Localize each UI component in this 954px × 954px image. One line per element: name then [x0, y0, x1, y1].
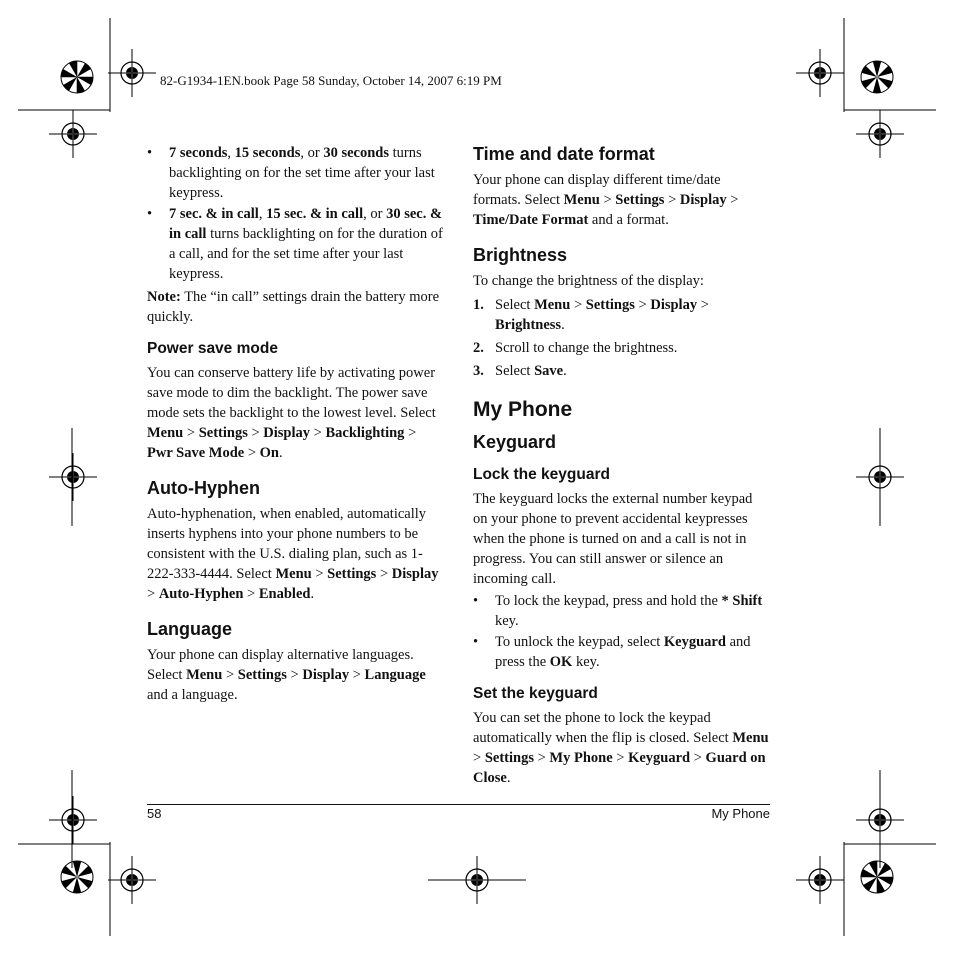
heading-set-keyguard: Set the keyguard	[473, 685, 598, 702]
separator: >	[690, 750, 706, 766]
option-30-seconds: 30 seconds	[323, 145, 389, 161]
menu-path: Display	[391, 566, 439, 582]
text: .	[563, 363, 567, 379]
separator: >	[311, 566, 328, 582]
separator: >	[247, 425, 264, 441]
option-7-seconds: 7 seconds	[169, 145, 228, 161]
registration-mark	[108, 856, 156, 904]
bullet-marker: •	[473, 634, 479, 650]
note-text: The “in call” settings drain the battery more quickly.	[147, 289, 440, 325]
heading-brightness: Brightness	[473, 245, 568, 265]
heading-lock-keyguard: Lock the keyguard	[473, 466, 610, 483]
star-target-top-right	[861, 61, 893, 93]
step-number: 1.	[473, 297, 484, 313]
menu-path: Display	[650, 297, 698, 313]
list-item	[147, 143, 443, 203]
menu-path: Settings	[484, 750, 534, 766]
print-header: 82-G1934-1EN.book Page 58 Sunday, October 14, 2007 6:19 PM	[160, 73, 502, 88]
text: Auto-hyphenation, when enabled, automatically inserts hyphens into your phone numbers to be consistent with the U.S. dialing plan, such as 1-222-333-4444. Select	[147, 506, 427, 582]
power-save-paragraph	[147, 363, 443, 463]
text: .	[278, 445, 283, 461]
bullet-marker: •	[147, 145, 153, 161]
registration-mark	[49, 453, 97, 501]
option-30-sec-in-call: 30 sec. & in call	[169, 206, 443, 242]
text: Select	[495, 297, 535, 313]
registration-mark	[856, 110, 904, 158]
menu-path: Menu	[147, 425, 184, 441]
lock-paragraph: The keyguard locks the external number keypad on your phone to prevent accidental keypresses when the phone is turned on and a call is not in progress. You can still answer or silence an incoming call.	[473, 491, 753, 587]
text: key.	[495, 613, 519, 629]
text: and press the	[495, 634, 751, 670]
menu-path: Time/Date Format	[473, 212, 589, 228]
text: To lock the keypad, press and hold the	[495, 593, 722, 609]
text: .	[506, 770, 511, 786]
heading-my-phone: My Phone	[473, 398, 573, 421]
menu-path: Display	[263, 425, 311, 441]
text: and a format.	[588, 212, 669, 228]
menu-path: Menu	[186, 667, 223, 683]
separator: >	[244, 445, 260, 461]
separator: >	[570, 297, 586, 313]
bullet-marker: •	[473, 593, 479, 609]
text: To unlock the keypad, select	[495, 634, 664, 650]
list-item	[147, 204, 443, 284]
option-7-sec-in-call: 7 sec. & in call	[169, 206, 259, 222]
note	[147, 287, 443, 327]
text: Select	[495, 363, 535, 379]
menu-path: My Phone	[549, 750, 613, 766]
menu-path: Settings	[327, 566, 377, 582]
text: Your phone can display alternative languages. Select	[147, 647, 414, 683]
text: .	[561, 317, 565, 333]
text: key.	[572, 654, 600, 670]
heading-power-save-mode: Power save mode	[147, 340, 278, 357]
menu-path: On	[259, 445, 279, 461]
menu-path: Settings	[615, 192, 665, 208]
menu-path: Settings	[585, 297, 635, 313]
shift-key-label: * Shift	[721, 593, 763, 609]
registration-mark	[49, 796, 97, 844]
menu-path: Guard on Close	[473, 750, 766, 786]
menu-path: Enabled	[258, 586, 311, 602]
list-item	[473, 338, 769, 358]
menu-path: Save	[534, 363, 564, 379]
separator: >	[404, 425, 417, 441]
menu-path: Keyguard	[663, 634, 726, 650]
menu-path: Menu	[563, 192, 600, 208]
note-label: Note:	[147, 289, 181, 305]
text: Scroll to change the brightness.	[495, 340, 678, 356]
list-item	[473, 295, 769, 335]
step-number: 3.	[473, 363, 484, 379]
menu-path: Settings	[237, 667, 287, 683]
list-item	[473, 361, 769, 381]
star-target-bottom-right	[861, 861, 893, 893]
text: and a language.	[147, 687, 238, 703]
text: You can set the phone to lock the keypad automatically when the flip is closed. Select	[473, 710, 733, 746]
option-15-sec-in-call: 15 sec. & in call	[266, 206, 364, 222]
menu-path: Brightness	[495, 317, 562, 333]
ok-key-label: OK	[549, 654, 573, 670]
star-target-top-left	[61, 61, 93, 93]
separator: >	[376, 566, 392, 582]
list-item	[473, 632, 769, 672]
bullet-marker: •	[147, 206, 153, 222]
list-item	[473, 591, 769, 631]
heading-auto-hyphen: Auto-Hyphen	[147, 478, 260, 498]
time-date-paragraph	[473, 170, 769, 230]
separator: >	[147, 586, 159, 602]
heading-keyguard: Keyguard	[473, 432, 557, 452]
text: ,	[258, 206, 267, 222]
step-number: 2.	[473, 340, 484, 356]
separator: >	[310, 425, 326, 441]
text: turns backlighting on for the set time after your last keypress.	[169, 145, 435, 201]
text: turns backlighting on for the duration of a call, and for the set time after your last keypress.	[169, 226, 443, 282]
separator: >	[243, 586, 259, 602]
separator: >	[286, 667, 303, 683]
menu-path: Menu	[732, 730, 769, 746]
menu-path: Display	[679, 192, 727, 208]
registration-mark	[49, 110, 97, 158]
footer-rule	[147, 804, 770, 805]
text: You can conserve battery life by activating power save mode to dim the backlight. The power save mode sets the backlight to the lowest level. Select	[147, 365, 436, 421]
separator: >	[533, 750, 550, 766]
separator: >	[634, 297, 651, 313]
menu-path: Keyguard	[628, 750, 691, 766]
right-column	[473, 143, 769, 788]
left-column	[147, 143, 443, 705]
separator: >	[697, 297, 709, 313]
option-15-seconds: 15 seconds	[234, 145, 301, 161]
set-paragraph	[473, 708, 769, 788]
menu-path: Pwr Save Mode	[147, 445, 245, 461]
star-target-bottom-left	[61, 861, 93, 893]
menu-path: Menu	[534, 297, 571, 313]
footer-section-title: My Phone	[711, 806, 770, 821]
heading-language: Language	[147, 619, 233, 639]
text: , or	[300, 145, 324, 161]
menu-path: Language	[364, 667, 426, 683]
separator: >	[726, 192, 739, 208]
brightness-intro: To change the brightness of the display:	[473, 273, 704, 289]
separator: >	[599, 192, 616, 208]
registration-mark	[796, 49, 844, 97]
menu-path: Auto-Hyphen	[158, 586, 244, 602]
separator: >	[222, 667, 238, 683]
auto-hyphen-paragraph	[147, 504, 443, 604]
separator: >	[349, 667, 365, 683]
separator: >	[612, 750, 629, 766]
text: , or	[363, 206, 387, 222]
menu-path: Menu	[275, 566, 312, 582]
menu-path: Settings	[198, 425, 248, 441]
page-number: 58	[147, 806, 162, 821]
menu-path: Backlighting	[325, 425, 405, 441]
separator: >	[183, 425, 199, 441]
menu-path: Display	[302, 667, 350, 683]
text: .	[310, 586, 315, 602]
separator: >	[473, 750, 485, 766]
text: ,	[227, 145, 235, 161]
language-paragraph	[147, 645, 443, 705]
heading-time-date-format: Time and date format	[473, 144, 655, 164]
registration-mark	[108, 49, 156, 97]
text: Your phone can display different time/date formats. Select	[473, 172, 721, 208]
registration-mark	[796, 856, 844, 904]
separator: >	[664, 192, 680, 208]
